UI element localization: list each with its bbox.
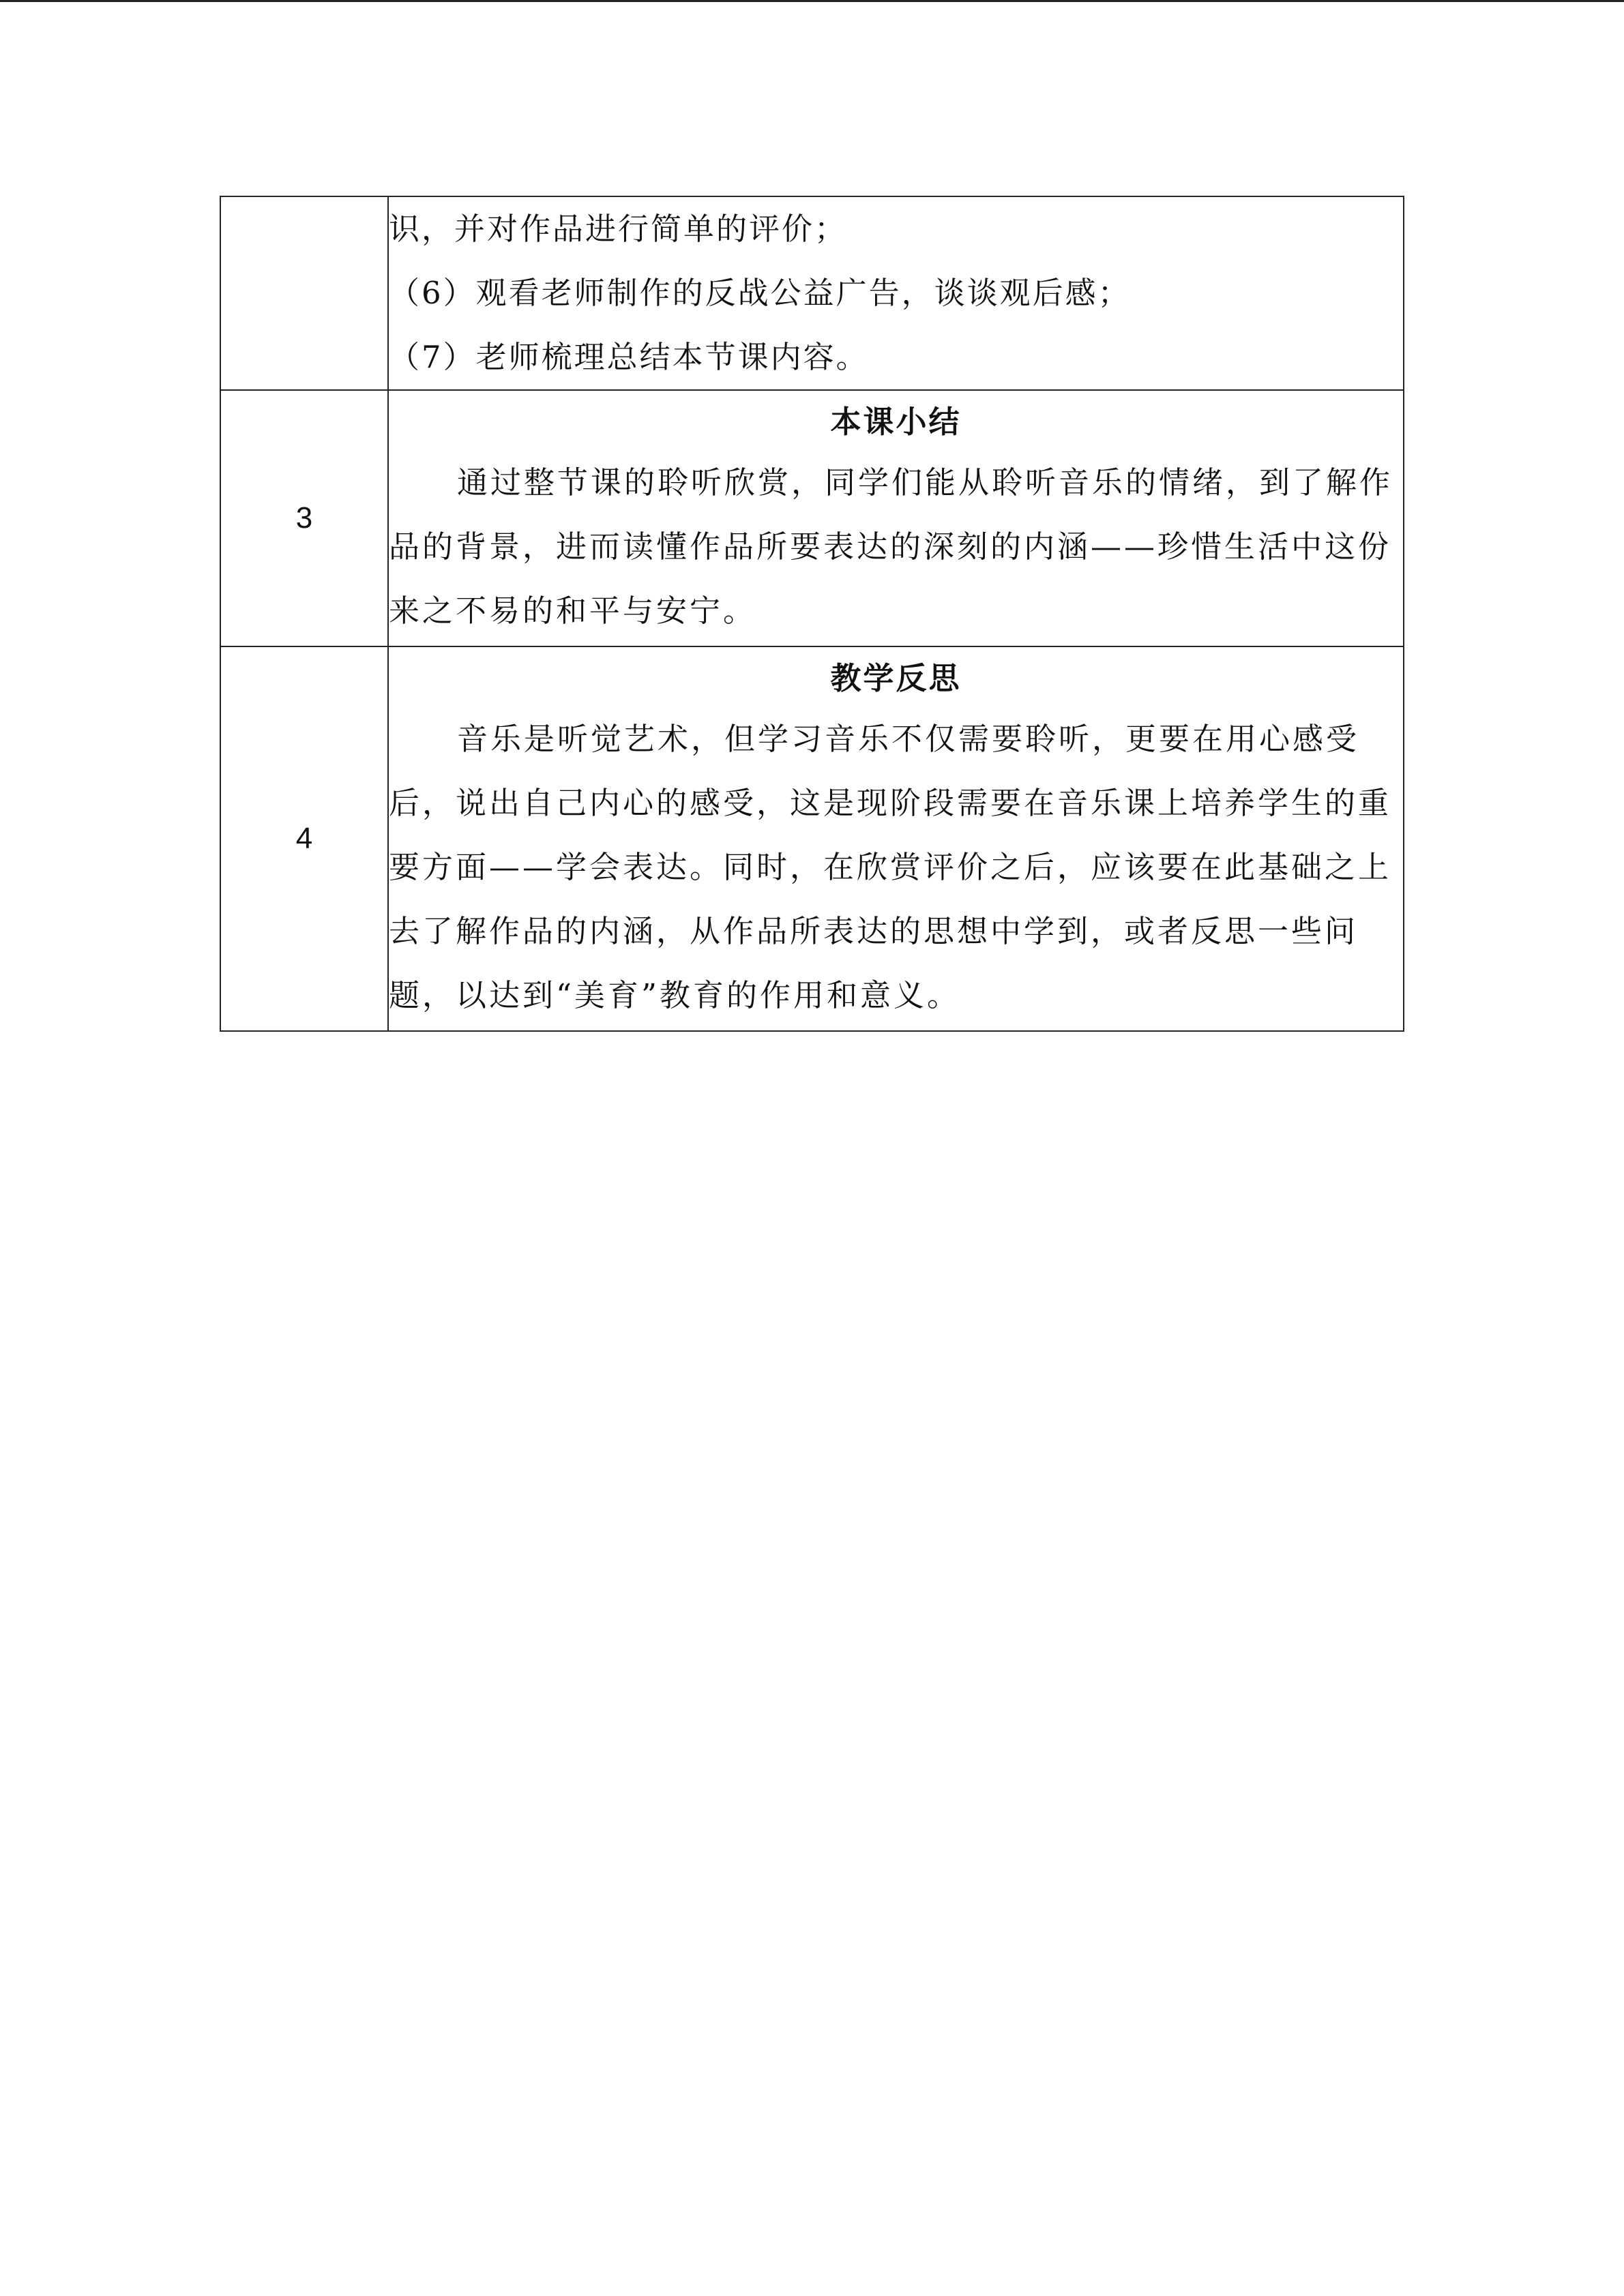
reflection-paragraph: 音乐是听觉艺术，但学习音乐不仅需要聆听，更要在用心感受后，说出自己内心的感受，这是现阶段需要在音乐课上培养学生的重要方面——学会表达。同时，在欣赏评价之后，应该要在此基础之上去了解作品的内涵，从作品所表达的思想中学到，或者反思一些问题，以达到“美育”教育的作用和意义。 — [389, 721, 1392, 1013]
row-number-cell: 4 — [220, 646, 388, 1031]
activity-line: （7）老师梳理总结本节课内容。 — [389, 339, 869, 375]
row-content-cell — [388, 646, 1404, 1031]
table-row — [220, 646, 1404, 1031]
row-content-cell — [388, 390, 1404, 646]
lesson-plan-table — [220, 196, 1404, 1032]
page-top-border — [0, 0, 1624, 2]
row-number-cell — [220, 196, 388, 390]
table-row — [220, 390, 1404, 646]
table-row — [220, 196, 1404, 390]
summary-paragraph: 通过整节课的聆听欣赏，同学们能从聆听音乐的情绪，到了解作品的背景，进而读懂作品所要表达的深刻的内涵——珍惜生活中这份来之不易的和平与安宁。 — [389, 464, 1393, 629]
activity-line: 识，并对作品进行简单的评价； — [389, 211, 848, 247]
row-content-cell — [388, 196, 1404, 390]
row-number-cell: 3 — [220, 390, 388, 646]
activity-line: （6）观看老师制作的反战公益广告，谈谈观后感； — [389, 275, 1131, 311]
section-title-summary: 本课小结 — [830, 404, 962, 440]
section-title-reflection: 教学反思 — [830, 660, 962, 696]
